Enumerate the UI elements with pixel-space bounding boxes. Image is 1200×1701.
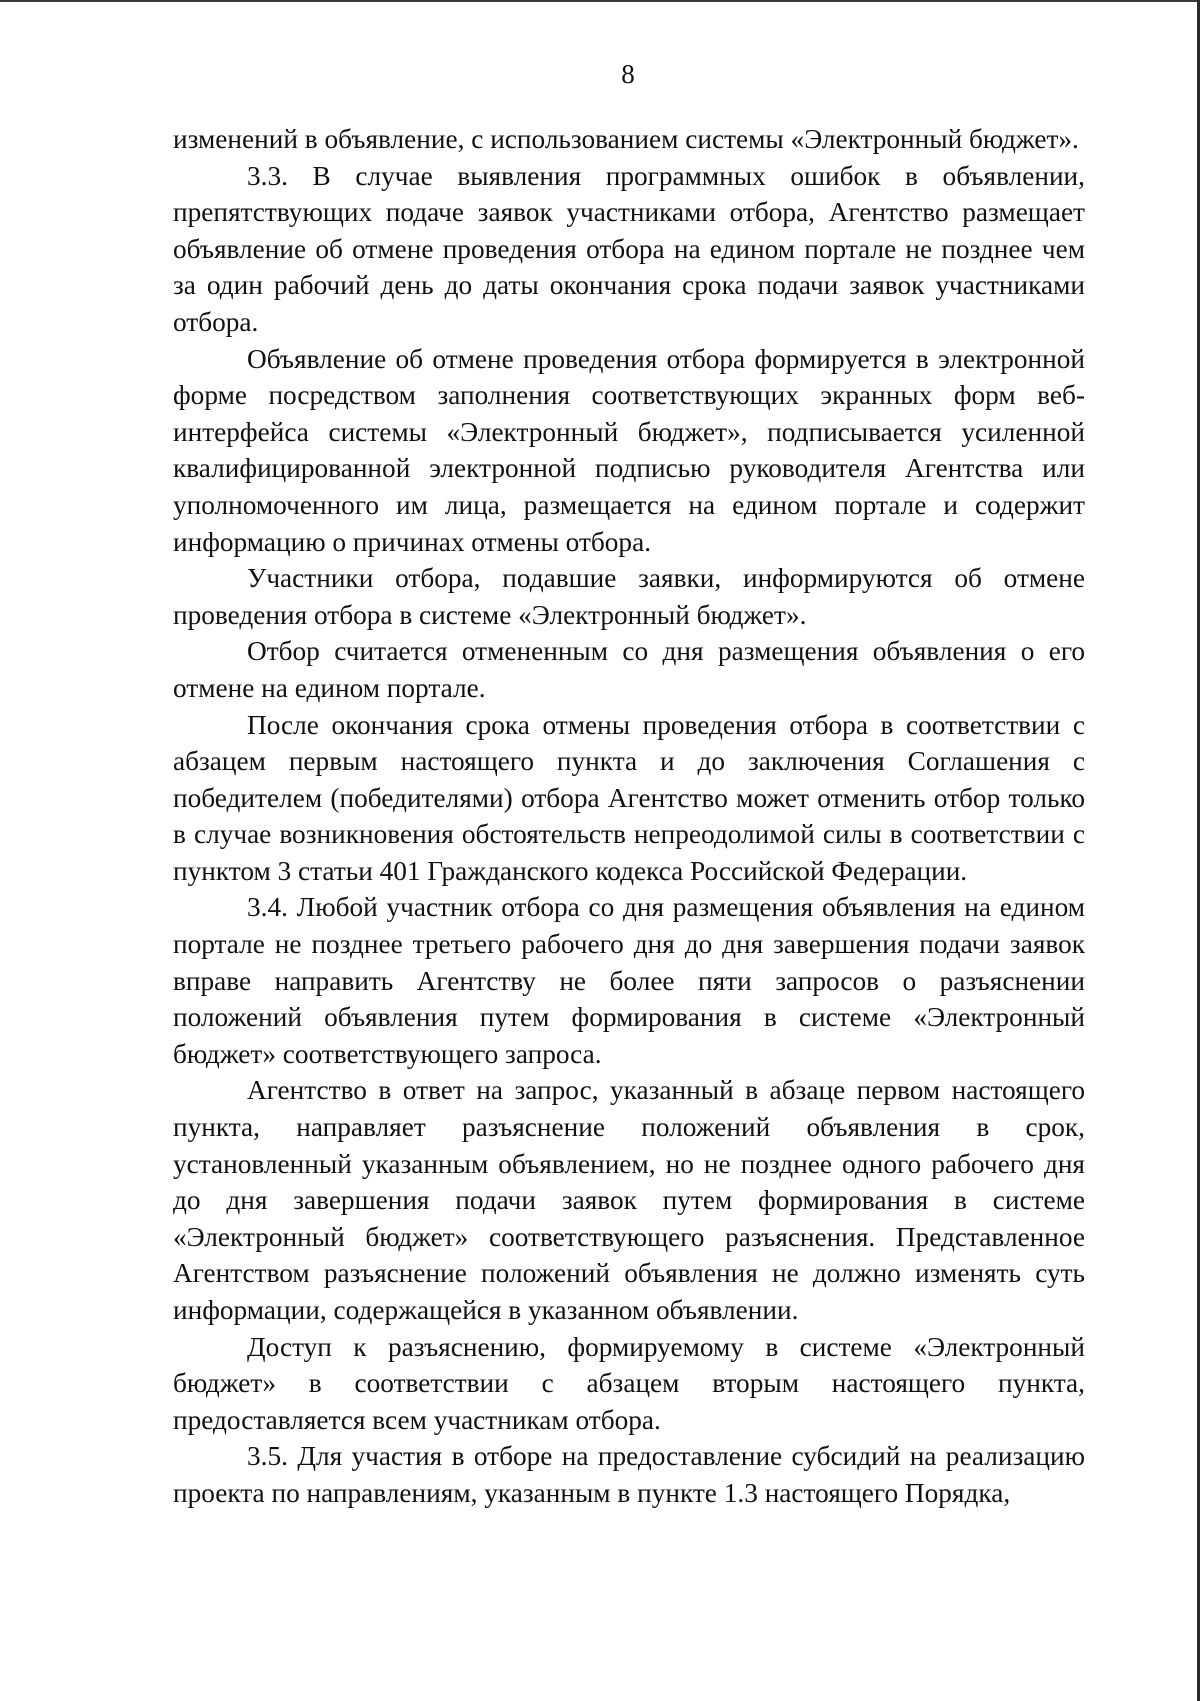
paragraph-3-5: 3.5. Для участия в отборе на предоставление субсидий на реализацию проекта по направлениям, указанным в пункте 1.3 настоящего Порядка, bbox=[173, 1441, 1085, 1508]
document-body bbox=[173, 121, 1085, 1512]
paragraph-participants-informed: Участники отбора, подавшие заявки, информируются об отмене проведения отбора в системе «Электронный бюджет». bbox=[173, 563, 1085, 630]
paragraph-selection-cancelled: Отбор считается отмененным со дня размещения объявления о его отмене на едином портале. bbox=[173, 636, 1085, 703]
paragraph-access-clarification: Доступ к разъяснению, формируемому в системе «Электронный бюджет» в соответствии с абзацем вторым настоящего пункта, предоставляется всем участникам отбора. bbox=[173, 1331, 1085, 1435]
paragraph-3-4: 3.4. Любой участник отбора со дня размещения объявления на едином портале не позднее третьего рабочего дня до дня завершения подачи заявок вправе направить Агентству не более пяти запросов о разъяснении положений объявления путем формирования в системе «Электронный бюджет» соответствующего запроса. bbox=[173, 892, 1085, 1069]
paragraph-cancellation-form: Объявление об отмене проведения отбора формируется в электронной форме посредством заполнения соответствующих экранных форм веб-интерфейса системы «Электронный бюджет», подписывается усиленной квалифицированной электронной подписью руководителя Агентства или уполномоченного им лица, размещается на едином портале и содержит информацию о причинах отмены отбора. bbox=[173, 343, 1085, 557]
paragraph-3-3: 3.3. В случае выявления программных ошибок в объявлении, препятствующих подаче заявок участниками отбора, Агентство размещает объявление об отмене проведения отбора на едином портале не позднее чем за один рабочий день до даты окончания срока подачи заявок участниками отбора. bbox=[173, 160, 1085, 337]
page-number: 8 bbox=[621, 59, 635, 89]
paragraph-agency-response: Агентство в ответ на запрос, указанный в абзаце первом настоящего пункта, направляет разъяснение положений объявления в срок, установленный указанным объявлением, но не позднее одного рабочего дня до дня завершения подачи заявок путем формирования в системе «Электронный бюджет» соответствующего разъяснения. Представленное Агентством разъяснение положений объявления не должно изменять суть информации, содержащейся в указанном объявлении. bbox=[173, 1075, 1085, 1325]
paragraph-continuation: изменений в объявление, с использованием системы «Электронный бюджет». bbox=[173, 124, 1079, 154]
scan-edge-top bbox=[0, 0, 1200, 2]
paragraph-force-majeure: После окончания срока отмены проведения отбора в соответствии с абзацем первым настоящего пункта и до заключения Соглашения с победителем (победителями) отбора Агентство может отменить отбор только в случае возникновения обстоятельств непреодолимой силы в соответствии с пунктом 3 статьи 401 Гражданского кодекса Российской Федерации. bbox=[173, 709, 1085, 886]
